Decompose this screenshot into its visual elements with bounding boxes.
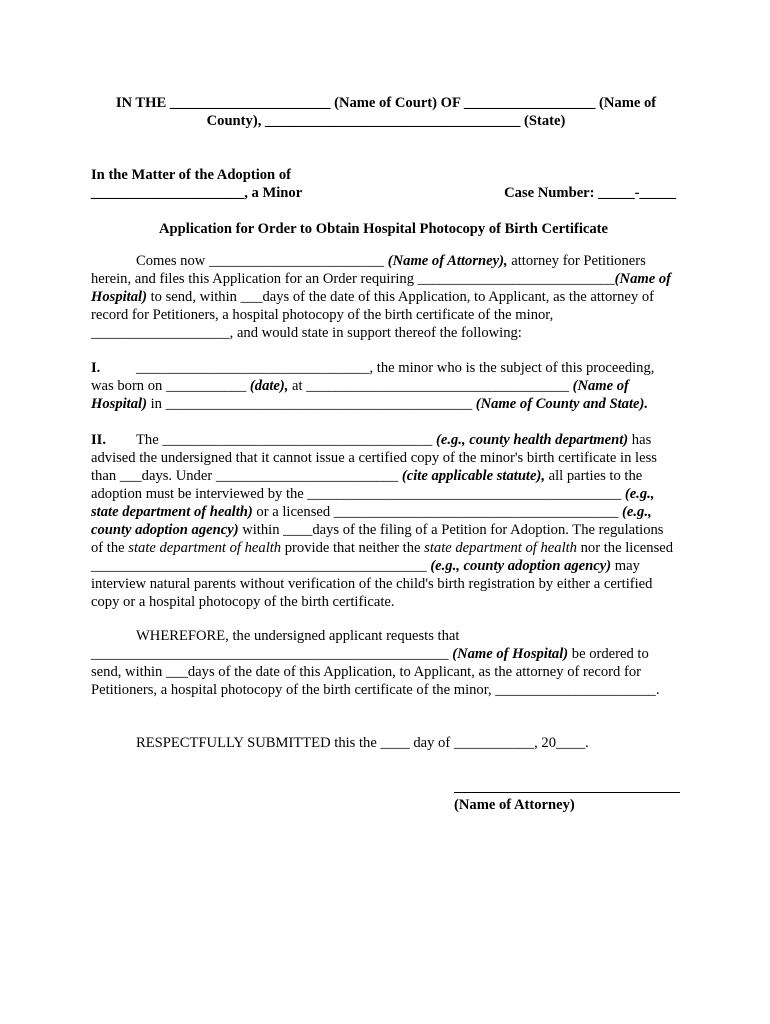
signature-block	[454, 792, 680, 814]
court-caption-line1: IN THE ______________________ (Name of Court) OF __________________ (Name of	[115, 95, 657, 111]
matter-block	[91, 166, 676, 202]
matter-heading: In the Matter of the Adoption of	[91, 167, 291, 183]
section-two-number: II.	[91, 432, 107, 448]
section-one: I. ________________________________, the minor who is the subject of this proceeding, was born on ___________ (date), at ____________________________________ (Name of Hospital) in __________________________________________ (Name of County and State).	[91, 360, 655, 412]
signature-line	[454, 792, 680, 793]
intro-paragraph: Comes now ________________________ (Name of Attorney), attorney for Petitioners herein, and files this Application for an Order requiring ___________________________(Name of Hospital) to send, within ___days of the date of this Application, to Applicant, as the attorney of record for Petitioners, a hospital photocopy of the birth certificate of the minor, ___________________, and would state in support thereof the following:	[91, 253, 672, 341]
court-caption	[91, 94, 681, 130]
wherefore-paragraph: WHEREFORE, the undersigned applicant requests that _________________________________________________ (Name of Hospital) be ordered to send, within ___days of the date of this Application, to Applicant, as the attorney of record for Petitioners, a hospital photocopy of the birth certificate of the minor, ______________________.	[91, 628, 660, 698]
court-caption-line2: County), ___________________________________ (State)	[206, 113, 566, 129]
section-two: II. The _____________________________________ (e.g., county health department) has advised the undersigned that it cannot issue a certified copy of the minor's birth certificate in less than ___days. Under _________________________ (cite applicable statute), all parties to the adoption must be interviewed by the ___________________________________________ (e.g., state department of health) or a licensed _______________________________________ (e.g., county adoption agency) within ____days of the filing of a Petition for Adoption. The regulations of the state department of health provide that neither the state department of health nor the licensed ______________________________________________ (e.g., county adoption agency) may interview natural parents without verification of the child's birth registration by either a certified copy or a hospital photocopy of the birth certificate.	[91, 432, 674, 610]
matter-row	[91, 184, 676, 202]
case-number: Case Number: _____-_____	[504, 185, 676, 201]
minor-name-line: _____________________, a Minor	[91, 185, 303, 201]
document-title: Application for Order to Obtain Hospital Photocopy of Birth Certificate	[159, 221, 608, 237]
signature-label: (Name of Attorney)	[454, 797, 575, 813]
section-one-number: I.	[91, 360, 101, 376]
submitted-line: RESPECTFULLY SUBMITTED this the ____ day of ___________, 20____.	[136, 735, 589, 751]
